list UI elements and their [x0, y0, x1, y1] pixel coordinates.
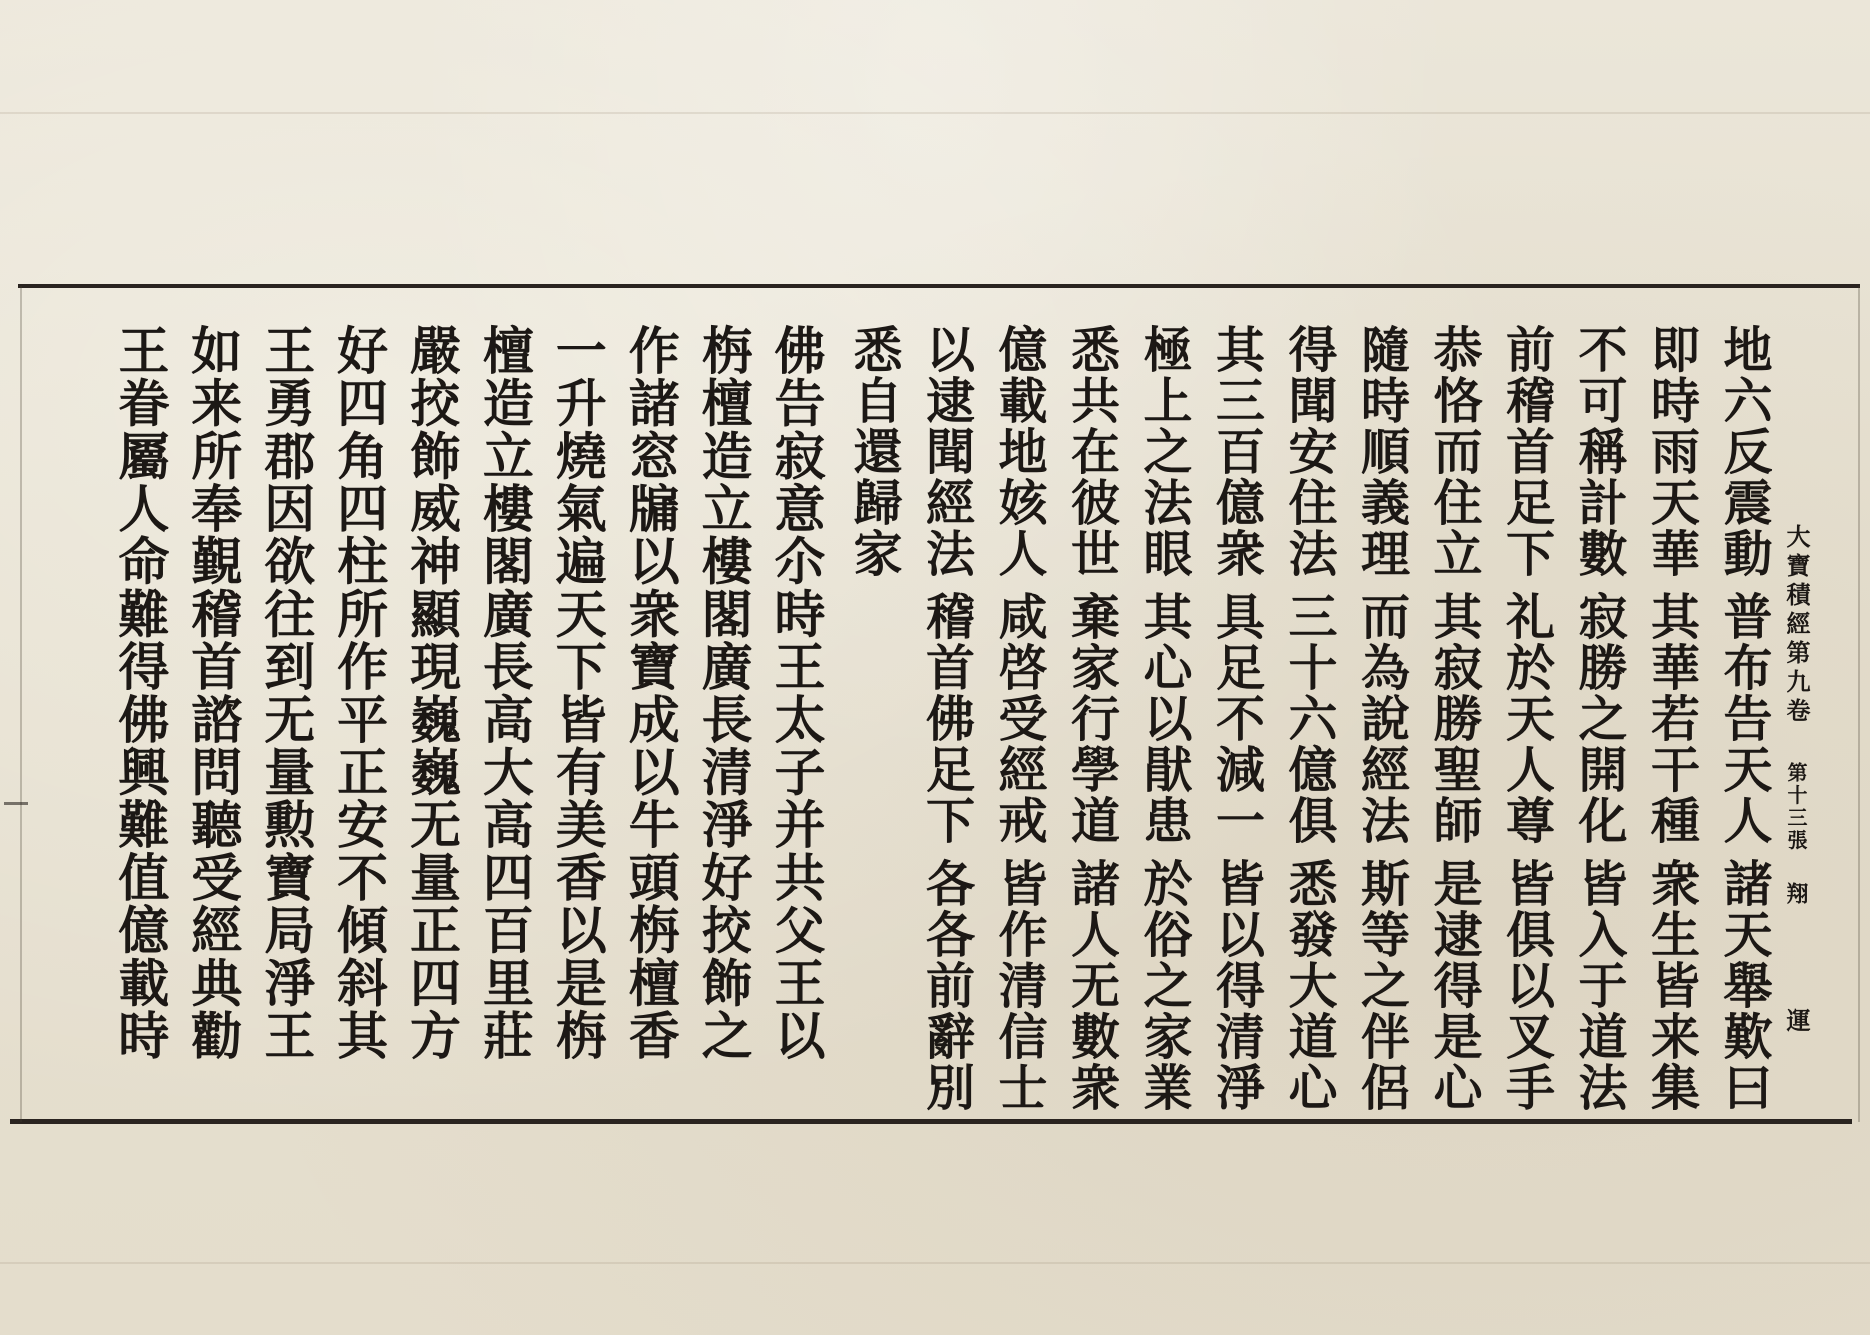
prose-column: 作諸窓牖以衆寶成以牛頭栴檀香	[619, 324, 680, 1062]
verse-column	[990, 324, 1050, 1116]
verse-phrase: 礼於天人尊	[1498, 591, 1557, 846]
prose-column: 好四角四柱所作平正安不傾斜其	[327, 324, 388, 1062]
prose-column: 栴檀造立樓閣廣長清淨好挍飾之	[692, 324, 753, 1062]
verse-phrase: 而為說經法	[1353, 591, 1412, 846]
verse-phrase: 其心以猒患	[1136, 591, 1194, 846]
verse-phrase: 其寂勝聖師	[1426, 591, 1484, 846]
verse-phrase: 各各前辭別	[918, 858, 977, 1113]
verse-phrase: 三十六億俱	[1281, 591, 1339, 846]
margin-tick-mark	[4, 802, 28, 805]
verse-phrase: 具足不減一	[1208, 591, 1267, 846]
prose-column: 王眷屬人命難得佛興難值億載時	[108, 324, 169, 1062]
verse-phrase: 諸天舉歎曰	[1716, 858, 1774, 1113]
top-border-rule	[18, 284, 1860, 288]
verse-column	[1208, 324, 1268, 1116]
right-frame-edge	[1858, 286, 1860, 1122]
verse-column	[1353, 324, 1413, 1116]
verse-phrase: 普布告天人	[1716, 591, 1774, 846]
margin-sheet-number: 第十三張	[1784, 762, 1808, 852]
verse-phrase: 稽首佛足下	[918, 591, 977, 846]
margin-sutra-title: 大寶積經第九卷	[1782, 524, 1811, 727]
verse-phrase: 前稽首足下	[1498, 324, 1557, 579]
prose-column: 王勇郡因欲往到无量勲寶局淨王	[254, 324, 315, 1062]
paper-fold-line	[0, 1262, 1870, 1264]
verse-phrase: 其華若干種	[1643, 591, 1702, 846]
verse-phrase: 不可稱計數	[1571, 324, 1629, 579]
verse-column	[1135, 324, 1195, 1116]
verse-phrase: 以逮聞經法	[918, 324, 977, 579]
verse-phrase: 悉自還歸家	[846, 324, 904, 579]
verse-phrase: 即時雨天華	[1643, 324, 1702, 579]
left-frame-edge	[20, 286, 22, 1122]
margin-case-mark: 翔	[1783, 882, 1809, 904]
prose-column: 嚴挍飾威神顯現巍巍无量正四方	[400, 324, 461, 1062]
verse-column	[845, 324, 905, 1116]
verse-phrase: 斯等之伴侶	[1353, 858, 1412, 1113]
verse-column	[1498, 324, 1558, 1116]
verse-phrase: 悉發大道心	[1281, 858, 1339, 1113]
verse-phrase: 於俗之家業	[1136, 858, 1194, 1113]
verse-column	[918, 324, 978, 1116]
bottom-border-rule	[10, 1119, 1852, 1124]
prose-column: 一升燒氣遍天下皆有美香以是栴	[546, 324, 607, 1062]
verse-phrase: 衆生皆来集	[1643, 858, 1702, 1113]
verse-phrase: 極上之法眼	[1136, 324, 1194, 579]
verse-phrase: 得聞安住法	[1281, 324, 1339, 579]
verse-phrase: 恭恪而住立	[1426, 324, 1484, 579]
verse-phrase: 諸人无數衆	[1063, 858, 1122, 1113]
prose-column: 檀造立樓閣廣長高大高四百里莊	[473, 324, 534, 1062]
verse-phrase: 億載地姟人	[991, 324, 1049, 579]
verse-column	[1280, 324, 1340, 1116]
verse-column	[1715, 324, 1775, 1116]
prose-column: 佛告寂意尒時王太子并共父王以	[765, 324, 825, 1062]
verse-phrase: 是逮得是心	[1426, 858, 1484, 1113]
verse-phrase: 寂勝之開化	[1571, 591, 1629, 846]
verse-column	[1643, 324, 1703, 1116]
verse-phrase: 其三百億衆	[1208, 324, 1267, 579]
verse-phrase: 皆以得清淨	[1208, 858, 1267, 1113]
verse-phrase: 皆俱以叉手	[1498, 858, 1557, 1113]
paper-fold-line	[0, 112, 1870, 114]
verse-phrase: 悉共在彼世	[1063, 324, 1122, 579]
verse-phrase: 隨時順義理	[1353, 324, 1412, 579]
verse-phrase: 棄家行學道	[1063, 591, 1122, 846]
verse-phrase: 咸啓受經戒	[991, 591, 1049, 846]
verse-phrase: 皆作清信士	[991, 858, 1049, 1113]
verse-column	[1570, 324, 1630, 1116]
prose-column: 如来所奉覲稽首諮問聽受經典勸	[181, 324, 242, 1062]
verse-phrase: 皆入于道法	[1571, 858, 1629, 1113]
verse-column	[1063, 324, 1123, 1116]
verse-phrase: 地六反震動	[1716, 324, 1774, 579]
margin-carver-mark: 運	[1782, 1008, 1811, 1032]
verse-column	[1425, 324, 1485, 1116]
